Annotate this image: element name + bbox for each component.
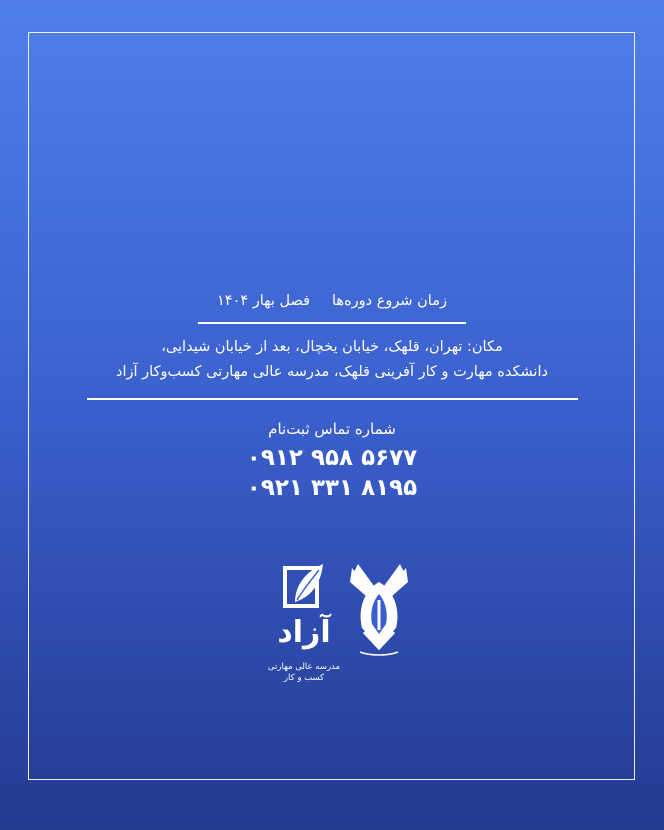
azad-subtitle-2: کسب و کار (283, 673, 325, 683)
azad-university-logo (346, 562, 412, 662)
book-leaf-icon (281, 562, 327, 612)
divider-short (198, 322, 466, 324)
course-start-label: زمان شروع دوره‌ها (332, 293, 447, 309)
contact-label: شماره تماس ثبت‌نام (268, 420, 396, 438)
course-season: فصل بهار ۱۴۰۴ (217, 293, 311, 309)
divider-long (87, 398, 578, 400)
phone-number-1[interactable]: ۰۹۱۲ ۹۵۸ ۵۶۷۷ (246, 445, 418, 471)
location-line-2: دانشکده مهارت و کار آفرینی قلهک، مدرسه عالی مهارتی کسب‌وکار آزاد (116, 364, 548, 380)
university-emblem-icon (346, 562, 412, 662)
azad-subtitle-1: مدرسه عالی مهارتی (267, 662, 341, 672)
phone-number-2[interactable]: ۰۹۲۱ ۳۳۱ ۸۱۹۵ (246, 475, 418, 501)
azad-school-logo (262, 562, 346, 690)
location-line-1: مکان: تهران، قلهک، خیابان یخچال، بعد از خیابان شیدایی، (161, 339, 503, 355)
azad-wordmark: آزاد (277, 615, 331, 650)
course-start-line (0, 293, 664, 309)
